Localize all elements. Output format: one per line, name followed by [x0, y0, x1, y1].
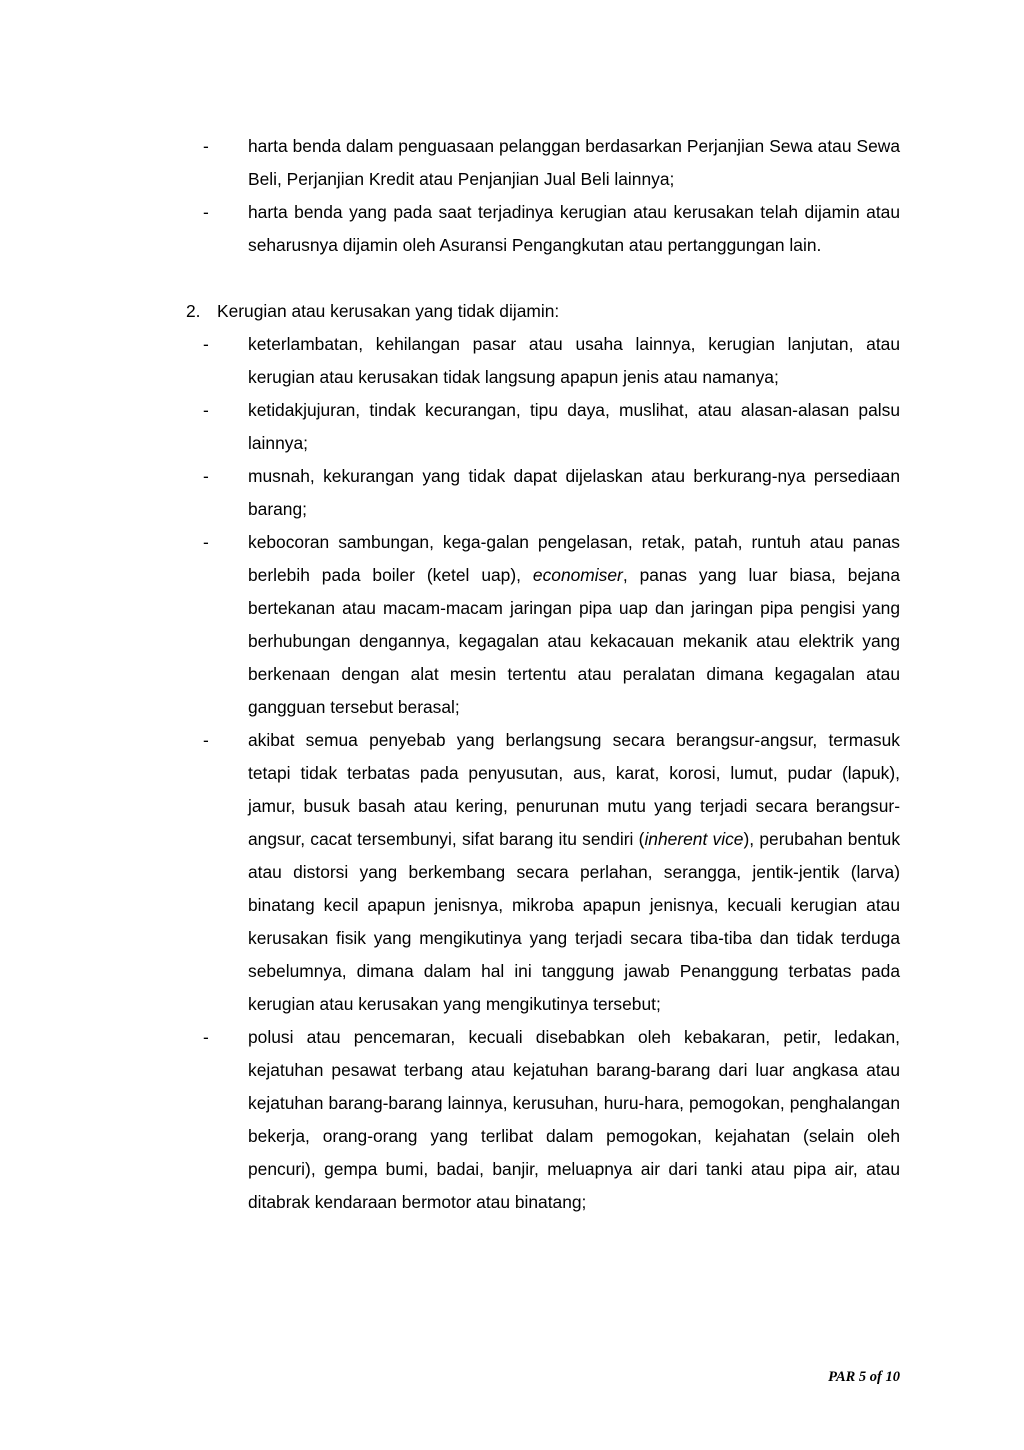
list-item: [186, 1021, 900, 1219]
bullet-dash: -: [203, 202, 209, 222]
italic-term: inherent vice: [644, 829, 744, 849]
bullet-text-part: , panas yang luar biasa, bejana bertekanan atau macam-macam jaringan pipa uap dan jaringan pipa pengisi yang berhubungan dengannya, kegagalan atau kekacauan mekanik atau elektrik yang berkenaan dengan alat mesin tertentu atau peralatan dimana kegagalan atau gangguan tersebut berasal;: [248, 565, 901, 717]
bullet-dash: -: [203, 466, 209, 486]
list-item: [186, 328, 900, 394]
page-number-footer: PAR 5 of 10: [828, 1369, 900, 1385]
bullet-text-part: akibat semua penyebab yang berlangsung secara berangsur-angsur, termasuk tetapi tidak terbatas pada penyusutan, aus, karat, korosi, lumut, pudar (lapuk), jamur, busuk basah atau kering, penurunan mutu yang terjadi secara berangsur-angsur, cacat tersembunyi, sifat barang itu sendiri (: [248, 730, 900, 849]
section-heading: [186, 295, 900, 328]
bullet-text: harta benda yang pada saat terjadinya kerugian atau kerusakan telah dijamin atau seharusnya dijamin oleh Asuransi Pengangkutan atau pertanggungan lain.: [248, 202, 900, 255]
list-item: [186, 130, 900, 196]
bullet-dash: -: [203, 730, 209, 750]
bullet-text: harta benda dalam penguasaan pelanggan berdasarkan Perjanjian Sewa atau Sewa Beli, Perjanjian Kredit atau Penjanjian Jual Beli lainnya;: [248, 136, 900, 189]
list-item: [186, 526, 900, 724]
list-item: [186, 394, 900, 460]
section-spacer: [186, 262, 900, 295]
bullet-text: [248, 532, 900, 717]
document-body: [186, 130, 900, 1219]
bullet-text: polusi atau pencemaran, kecuali disebabkan oleh kebakaran, petir, ledakan, kejatuhan pesawat terbang atau kejatuhan barang-barang dari luar angkasa atau kejatuhan barang-barang lainnya, kerusuhan, huru-hara, pemogokan, penghalangan bekerja, orang-orang yang terlibat dalam pemogokan, kejahatan (selain oleh pencuri), gempa bumi, badai, banjir, meluapnya air dari tanki atau pipa air, atau ditabrak kendaraan bermotor atau binatang;: [248, 1027, 900, 1212]
list-item: [186, 196, 900, 262]
list-item: [186, 724, 900, 1021]
bullet-text: keterlambatan, kehilangan pasar atau usaha lainnya, kerugian lanjutan, atau kerugian atau kerusakan tidak langsung apapun jenis atau namanya;: [248, 334, 900, 387]
bullet-text-part: ), perubahan bentuk atau distorsi yang berkembang secara perlahan, serangga, jentik-jentik (larva) binatang kecil apapun jenisnya, mikroba apapun jenisnya, kecuali kerugian atau kerusakan fisik yang mengikutinya yang terjadi secara tiba-tiba dan tidak terduga sebelumnya, dimana dalam hal ini tanggung jawab Penanggung terbatas pada kerugian atau kerusakan yang mengikutinya tersebut;: [248, 829, 901, 1014]
bullet-text: [248, 730, 900, 1014]
italic-term: economiser: [532, 565, 623, 585]
section-number: 2.: [186, 301, 201, 321]
bullet-dash: -: [203, 136, 209, 156]
list-item: [186, 460, 900, 526]
bullet-text-part: kebocoran sambungan, kega-galan pengelasan, retak, patah, runtuh atau panas berlebih pada boiler (ketel uap),: [248, 532, 900, 585]
bullet-dash: -: [203, 400, 209, 420]
bullet-dash: -: [203, 334, 209, 354]
section-heading-text: Kerugian atau kerusakan yang tidak dijamin:: [217, 301, 560, 321]
bullet-dash: -: [203, 532, 209, 552]
bullet-text: ketidakjujuran, tindak kecurangan, tipu daya, muslihat, atau alasan-alasan palsu lainnya;: [248, 400, 900, 453]
bullet-text: musnah, kekurangan yang tidak dapat dijelaskan atau berkurang-nya persediaan barang;: [248, 466, 900, 519]
bullet-dash: -: [203, 1027, 209, 1047]
